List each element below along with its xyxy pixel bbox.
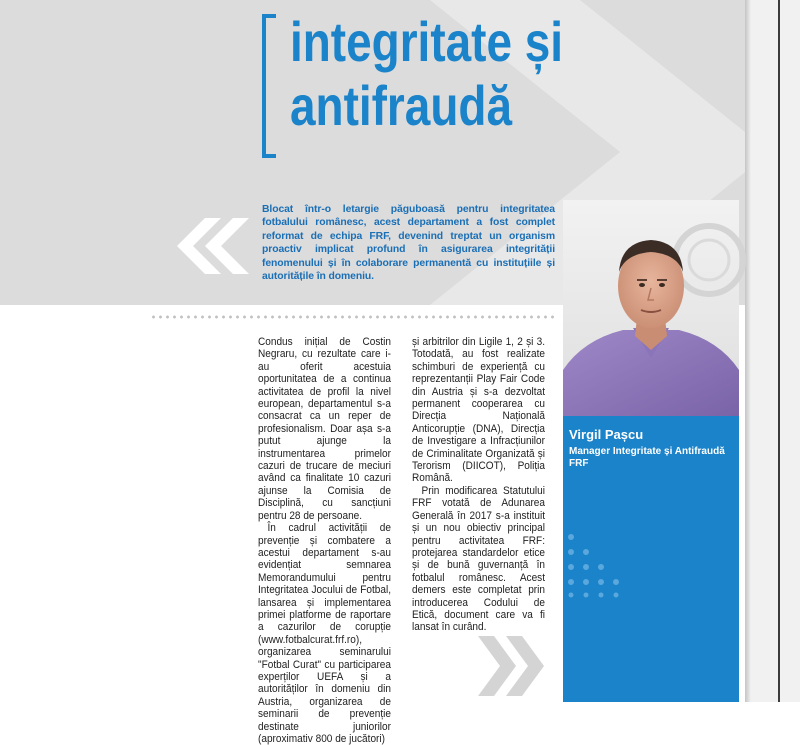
profile-name: Virgil Pașcu [569,427,644,442]
portrait-photo [563,200,739,416]
page-margin [745,0,800,702]
title-line-2: antifraudă [290,74,512,137]
article-lead: Blocat într-o letargie păguboasă pentru integritatea fotbalului românesc, acest departament a fost complet reformat de echipa FRF, devenind treptat un organism proactiv implicat profund în asigurarea integrității fenomenului și în colaborare permanentă cu instituțiile și autoritățile în domeniu. [262,204,555,283]
profile-role: Manager Integritate și Antifraudă FRF [569,446,725,469]
title-line-1: integritate și [290,10,564,73]
paragraph: În cadrul activității de prevenție și combatere a acestui departament s-au evidențiat semnarea Memorandumului pentru Integritatea Jocului de Fotbal, lansarea și implementarea primei platforme de raportare a cazurilor de corupție (www.fotbalcurat.frf.ro), organizarea seminarului "Fotbal Curat" cu participarea experților UEFA și a autorităților în domeniu din Austria, organizarea de seminarii de prevenție destinate juniorilor (aproximativ 800 de jucători) [258,522,391,745]
dotted-divider [150,314,555,320]
title-bracket [262,14,276,158]
chevron-left-icon [175,218,250,274]
chevron-right-icon [476,636,556,696]
article-title [290,10,651,138]
body-column-1 [258,336,391,745]
paragraph: Condus inițial de Costin Negraru, cu rezultate care i-au oferit acestuia oportunitatea de a continua activitatea de profil la nivel european, departamentul s-a consacrat ca un reper de profesionalism. Doar așa s-a putut ajunge la instrumentarea primelor cazuri de trucare de meciuri având ca finalitate 10 cazuri ajunse la Comisia de Disciplină, cu sancțiuni pentru 28 de persoane. [258,336,391,522]
paragraph: Prin modificarea Statutului FRF votată de Adunarea Generală în 2017 s-a instituit și un nou obiectiv principal pentru activitatea FRF: protejarea standardelor etice și de bună guvernanță în fotbalul românesc. Acest demers este completat prin introducerea Codului de Etică, document care va fi lansat în curând. [412,484,545,634]
body-column-2 [412,336,545,634]
page-edge-shadow [745,0,751,702]
viewer-border [778,0,780,702]
paragraph: și arbitrilor din Ligile 1, 2 și 3. Totodată, au fost realizate schimburi de experiență cu reprezentanții Play Fair Code din Austria și s-a dezvoltat permanent cooperarea cu Direcția Națională Anticorupție (DNA), Direcția de Investigare a Infracțiunilor de Criminalitate Organizată și Terorism (DIICOT), Poliția Română. [412,336,545,485]
dot-pattern-decoration [566,532,632,598]
